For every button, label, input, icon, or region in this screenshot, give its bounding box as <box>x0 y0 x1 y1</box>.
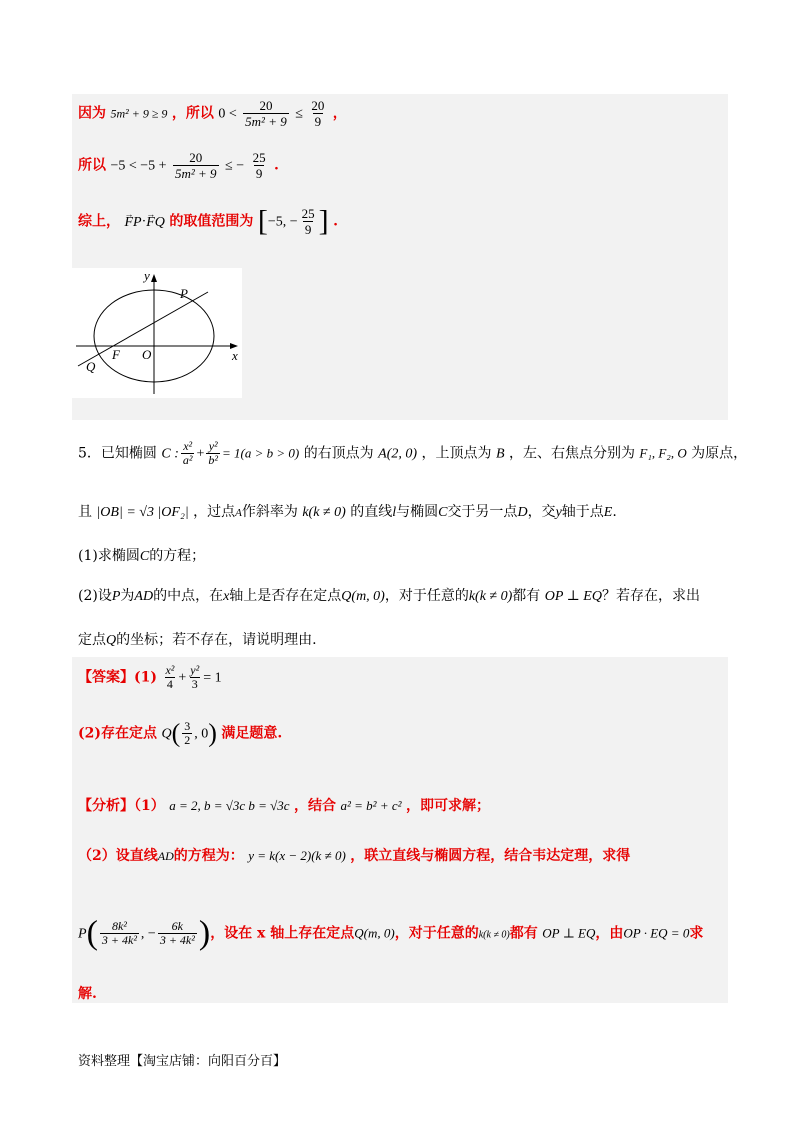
text: ，所以 <box>171 105 214 122</box>
text: (1)求椭圆 <box>78 548 140 564</box>
text: ，结合 <box>294 798 337 814</box>
text: ，交 <box>527 504 556 520</box>
analysis-line-2 <box>78 846 630 866</box>
text: 定点 <box>78 632 106 648</box>
text: 求 <box>689 925 704 942</box>
math: k(k ≠ 0) <box>302 505 346 520</box>
math: , − <box>140 926 156 942</box>
text: 的方程为： <box>173 848 244 864</box>
problem-question-1 <box>78 546 205 567</box>
text: . <box>612 504 617 520</box>
text: 都有 <box>512 588 541 604</box>
text: (2)设 <box>78 588 112 604</box>
bracket: [ <box>257 204 268 238</box>
math: ≤ <box>295 106 303 122</box>
label-y: y <box>144 268 150 283</box>
math: D <box>517 505 528 520</box>
fraction: $\frac{\text{8k²}}{\text{3 + 4k²}}$ <box>101 919 137 947</box>
text: ，左、右焦点分别为 <box>508 445 635 462</box>
text: ，联立直线与椭圆方程，结合韦达定理，求得 <box>350 848 631 864</box>
text: 交于另一点 <box>447 504 518 520</box>
math: , 0 <box>194 726 209 742</box>
fraction: $\frac{\text{x²}}{\text{a²}}$ <box>182 439 193 467</box>
fraction: $\frac{3}{2}$ <box>184 719 191 747</box>
text: ，对于任意的 <box>384 588 469 604</box>
math: OP · EQ = 0 <box>623 925 690 941</box>
text: 轴上是否存在定点 <box>229 588 342 604</box>
math: Q <box>106 633 117 648</box>
math: C <box>139 549 150 564</box>
text: . <box>274 157 279 174</box>
fraction: $\frac{6k}{\text{3 + 4k²}}$ <box>159 919 195 947</box>
math: 0 < <box>218 106 237 122</box>
text: 与椭圆 <box>396 504 439 520</box>
math: A <box>235 507 242 519</box>
label-F: F <box>112 347 120 362</box>
math: C <box>438 505 448 520</box>
fraction: $\frac{\text{y²}}{3}$ <box>190 663 200 691</box>
analysis-line-4 <box>78 984 97 1004</box>
math: P <box>111 589 121 604</box>
text: 所以 <box>78 157 106 174</box>
math: y = k(x − 2)(k ≠ 0) <box>248 848 346 863</box>
answer-tag: 【答案】(1) <box>78 669 157 686</box>
math: −5 < −5 + <box>110 158 167 174</box>
answer-block <box>72 657 728 1003</box>
math: y <box>555 505 562 520</box>
math: k(k ≠ 0) <box>468 589 513 604</box>
math: OP ⊥ EQ <box>544 589 602 604</box>
ellipse-figure <box>72 268 242 398</box>
math: B <box>495 446 505 462</box>
fraction: $\frac{20}{\text{5m² + 9}}$ <box>245 98 287 129</box>
math: E <box>603 505 613 520</box>
analysis-line-3: P( $\frac{\text{8k²}}{\text{3 + 4k²}}$ , − $\frac{6k}{\text{3 + 4k²}}$ )，设在 x 轴上存在定点Q(m, 0)，对于任意的k(k ≠ 0)都有 OP ⊥ EQ，由OP · EQ = 0求 <box>78 914 704 952</box>
text: ，由 <box>595 925 624 942</box>
math: 5m² + 9 ≥ 9 <box>110 106 168 121</box>
text: ，即可求解； <box>405 798 490 814</box>
text: 满足题意. <box>221 725 283 742</box>
analysis-tag: 【分析】（1） <box>78 798 165 814</box>
math: x <box>223 589 230 604</box>
math: k(k ≠ 0) <box>478 929 510 941</box>
fraction: $\frac{20}{\text{5m² + 9}}$ <box>175 150 217 181</box>
fraction: $\frac{\text{x²}}{4}$ <box>165 663 175 691</box>
text: ，设在 x 轴上存在定点 <box>210 925 355 942</box>
math: F₁, F₂, O <box>639 445 687 461</box>
math: AD <box>157 849 174 863</box>
text: ，对于任意的 <box>394 925 479 942</box>
math: A(2, 0) <box>378 446 418 462</box>
text: 的直线 <box>350 504 393 520</box>
math: Q(m, 0) <box>354 925 395 941</box>
fraction: $\frac{\text{y²}}{\text{b²}}$ <box>208 439 218 467</box>
problem-question-2-cont <box>78 630 317 651</box>
text: ，过点 <box>193 504 236 520</box>
text: ，上顶点为 <box>421 445 492 462</box>
vector: → FQ <box>146 213 165 233</box>
vector: → FP <box>124 213 141 233</box>
text: 都有 <box>509 925 538 942</box>
figure-background <box>72 268 242 398</box>
text: 的中点，在 <box>153 588 224 604</box>
label-x: x <box>232 348 238 363</box>
math: C : <box>161 446 179 462</box>
solution-line-3 <box>78 206 338 237</box>
analysis-line-1 <box>78 796 490 816</box>
text: ？若存在，求出 <box>601 588 700 604</box>
text: ， <box>332 105 347 122</box>
solution-line-2 <box>78 150 279 181</box>
fraction: $\frac{20}{9}$ <box>311 98 325 129</box>
problem-line-2 <box>78 502 617 523</box>
answer-line-1 <box>78 664 222 691</box>
problem-line-1 <box>78 440 747 467</box>
text: 的右顶点为 <box>303 445 374 462</box>
math: ≤ − <box>225 158 245 174</box>
math: |OB| = √3 |OF₂| <box>96 505 189 520</box>
bracket: ] <box>318 204 329 238</box>
math: + <box>178 670 187 686</box>
text: (2)存在定点 <box>78 725 157 742</box>
math: P <box>78 926 87 942</box>
math: OP ⊥ EQ <box>542 925 596 941</box>
text: 的取值范围为 <box>169 213 254 230</box>
text: 解. <box>78 986 97 1002</box>
text: 因为 <box>78 105 106 122</box>
fraction: $\frac{25}{9}$ <box>301 206 315 237</box>
problem-question-2 <box>78 586 700 607</box>
math: · <box>141 214 147 230</box>
text: 为原点， <box>691 445 748 462</box>
text: . <box>333 213 338 230</box>
math: + <box>196 446 205 462</box>
math: AD <box>134 589 154 604</box>
text: 作斜率为 <box>241 504 298 520</box>
math: Q <box>161 726 172 742</box>
text: 的方程； <box>149 548 206 564</box>
label-O: O <box>142 347 152 362</box>
text: 5．已知椭圆 <box>78 445 157 462</box>
footer-note: 资料整理【淘宝店铺：向阳百分百】 <box>78 1054 287 1069</box>
text: 且 <box>78 504 92 520</box>
math: Q(m, 0) <box>341 589 385 604</box>
math: l <box>392 505 397 520</box>
text: 综上， <box>78 213 120 230</box>
solution-line-1 <box>78 98 347 129</box>
fraction: $\frac{25}{9}$ <box>252 150 266 181</box>
text: （2）设直线 <box>78 848 158 864</box>
text: 为 <box>120 588 135 604</box>
math: = 1 <box>203 670 222 686</box>
math: −5, − <box>267 214 298 230</box>
label-P: P <box>180 286 188 301</box>
math: a = 2, b = √3c b = √3c <box>169 798 290 813</box>
math: a² = b² + c² <box>340 798 402 813</box>
text: 的坐标；若不存在，请说明理由. <box>116 632 317 648</box>
math: = 1(a > b > 0) <box>222 445 300 461</box>
text: 轴于点 <box>561 504 604 520</box>
label-Q: Q <box>86 359 96 374</box>
answer-line-2: (2)存在定点 Q( $\frac{3}{2}$ , 0) 满足题意. <box>78 718 283 748</box>
